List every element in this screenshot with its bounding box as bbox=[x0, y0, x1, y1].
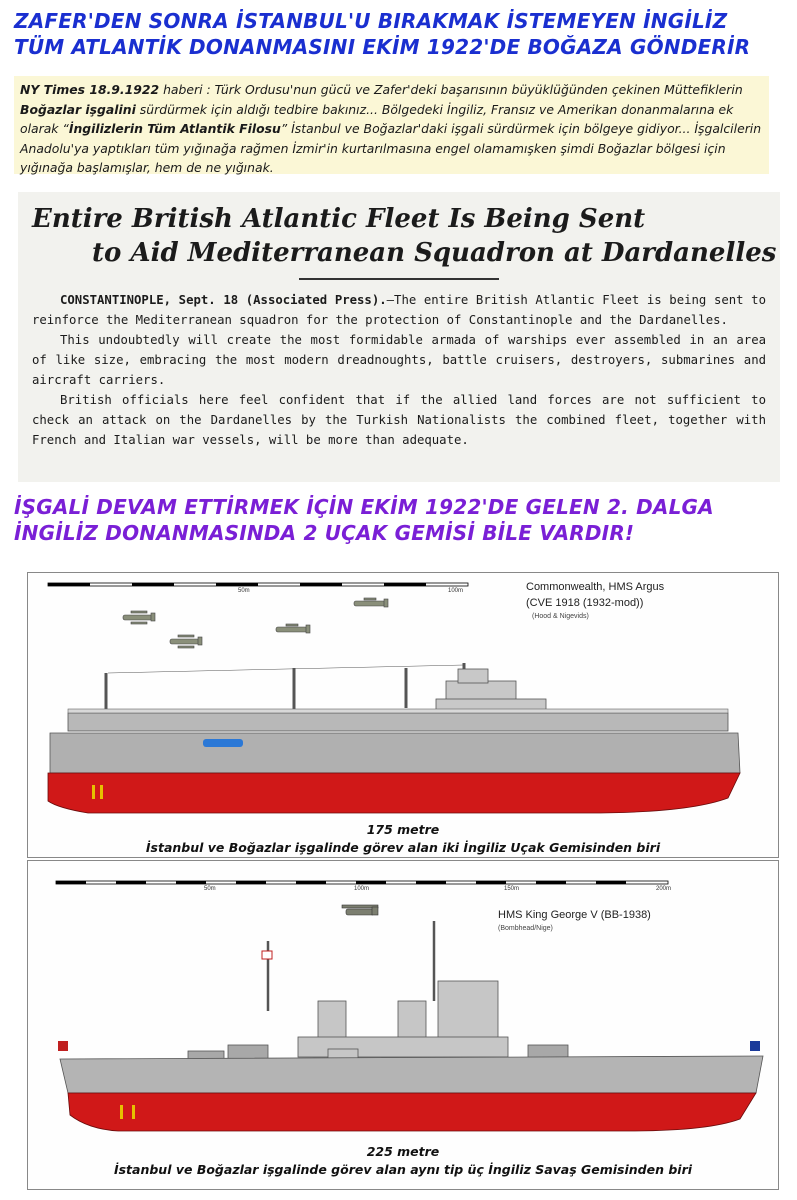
kgv-title: HMS King George V (BB-1938) bbox=[498, 909, 651, 921]
main-headline-line2: TÜM ATLANTİK DONANMASINI EKİM 1922'DE BOĞAZA GÖNDERİR bbox=[14, 35, 751, 59]
summary-text-3: ” İstanbul ve Boğazlar'daki işgali sürdürmek için bölgeye gidiyor... İşgalcilerin Anadolu'ya yaptıkları tüm yığınağa rağmen İzmir'in kurtarılmasına engel olamamışken şimdi Boğazlar bölgesi için yığınağa başlamışlar, hem de ne yığınak. bbox=[20, 121, 762, 176]
argus-length: 175 metre bbox=[366, 822, 440, 837]
argus-illustration bbox=[28, 573, 778, 857]
argus-note: (Hood & Nigevids) bbox=[532, 613, 589, 620]
argus-scale-label-2: 100m bbox=[448, 588, 464, 594]
argus-title: Commonwealth, HMS Argus bbox=[526, 581, 665, 593]
clipping-paragraph-3: British officials here feel confident that if the allied land forces are not sufficient to check an attack on the Dardanelles by the Turkish Nationalists the combined fleet, together with French and Italian war vessels, will be more than adequate. bbox=[32, 393, 766, 447]
clipping-paragraph-2: This undoubtedly will create the most formidable armada of warships ever assembled in an area of like size, embracing the most modern dreadnoughts, battle cruisers, destroyers, submarines and aircraft carriers. bbox=[32, 333, 766, 387]
argus-boat bbox=[203, 739, 243, 747]
kgv-note: (Bombhead/Nige) bbox=[498, 925, 553, 932]
kgv-upper-hull bbox=[60, 1056, 763, 1093]
kgv-scale-label-1: 50m bbox=[204, 886, 216, 892]
kgv-masts bbox=[268, 921, 434, 1011]
summary-text-1: haberi : Türk Ordusu'nun gücü ve Zafer'deki başarısının büyüklüğünden çekinen Müttefiklerin bbox=[159, 82, 743, 97]
argus-flight-deck bbox=[68, 709, 728, 713]
kgv-scale-label-3: 150m bbox=[504, 886, 520, 892]
ensign-icon bbox=[58, 1041, 68, 1051]
clipping-paragraph-1-text: —The entire British Atlantic Fleet is being sent to reinforce the Mediterranean squadron for the protection of Constantinople and the Dardanelles. bbox=[32, 293, 766, 327]
argus-masts bbox=[106, 663, 464, 713]
clipping-headline-line2: to Aid Mediterranean Squadron at Dardanelles bbox=[92, 238, 777, 268]
newspaper-clipping bbox=[18, 192, 780, 482]
argus-subtitle: (CVE 1918 (1932-mod)) bbox=[526, 597, 644, 609]
summary-bold-2: İngilizlerin Tüm Atlantik Filosu bbox=[68, 121, 281, 137]
kgv-length: 225 metre bbox=[366, 1144, 440, 1159]
clipping-headline bbox=[32, 202, 777, 270]
clipping-paragraph-1 bbox=[32, 290, 766, 330]
clipping-divider bbox=[299, 278, 499, 280]
argus-upper-hull bbox=[50, 733, 740, 773]
kgv-superstructure bbox=[298, 981, 508, 1061]
second-headline-line1: İŞGALİ DEVAM ETTİRMEK İÇİN EKİM 1922'DE GELEN 2. DALGA bbox=[14, 495, 714, 519]
summary-text-2: sürdürmek için aldığı tedbire bakınız... Bölgedeki İngiliz, Fransız ve Amerikan donanmalarına ek olarak “ bbox=[20, 101, 734, 137]
kgv-caption: İstanbul ve Boğazlar işgalinde görev alan aynı tip üç İngiliz Savaş Gemisinden biri bbox=[113, 1162, 693, 1177]
kgv-scale-label-4: 200m bbox=[656, 886, 672, 892]
kgv-scale-bar bbox=[56, 881, 668, 884]
flag-icon bbox=[262, 951, 272, 959]
clipping-body bbox=[32, 290, 766, 450]
argus-lower-hull bbox=[48, 773, 740, 813]
biplane-icon bbox=[123, 598, 388, 648]
argus-scale-bar bbox=[48, 583, 468, 586]
argus-caption: İstanbul ve Boğazlar işgalinde görev alan iki İngiliz Uçak Gemisinden biri bbox=[145, 840, 661, 855]
second-headline-line2: İNGİLİZ DONANMASINDA 2 UÇAK GEMİSİ BİLE VARDIR! bbox=[14, 521, 635, 545]
argus-island bbox=[436, 669, 546, 713]
clipping-headline-line1: Entire British Atlantic Fleet Is Being Sent bbox=[32, 204, 646, 234]
seaplane-icon bbox=[342, 905, 378, 915]
main-headline-line1: ZAFER'DEN SONRA İSTANBUL'U BIRAKMAK İSTEMEYEN İNGİLİZ bbox=[14, 9, 728, 33]
argus-superstructure bbox=[68, 713, 728, 731]
ship-drawing-kgv bbox=[27, 860, 779, 1190]
clipping-dateline: CONSTANTINOPLE, Sept. 18 (Associated Press). bbox=[60, 293, 387, 307]
kgv-lower-hull bbox=[68, 1093, 756, 1131]
second-headline bbox=[14, 494, 789, 546]
kgv-scale-label-2: 100m bbox=[354, 886, 370, 892]
jack-icon bbox=[750, 1041, 760, 1051]
summary-source: NY Times 18.9.1922 bbox=[20, 82, 160, 97]
main-headline bbox=[14, 8, 789, 60]
summary-bold-1: Boğazlar işgalini bbox=[20, 101, 136, 117]
ship-drawing-argus bbox=[27, 572, 779, 858]
summary-box bbox=[14, 76, 769, 174]
argus-scale-label-1: 50m bbox=[238, 588, 250, 594]
kgv-illustration bbox=[28, 861, 778, 1189]
